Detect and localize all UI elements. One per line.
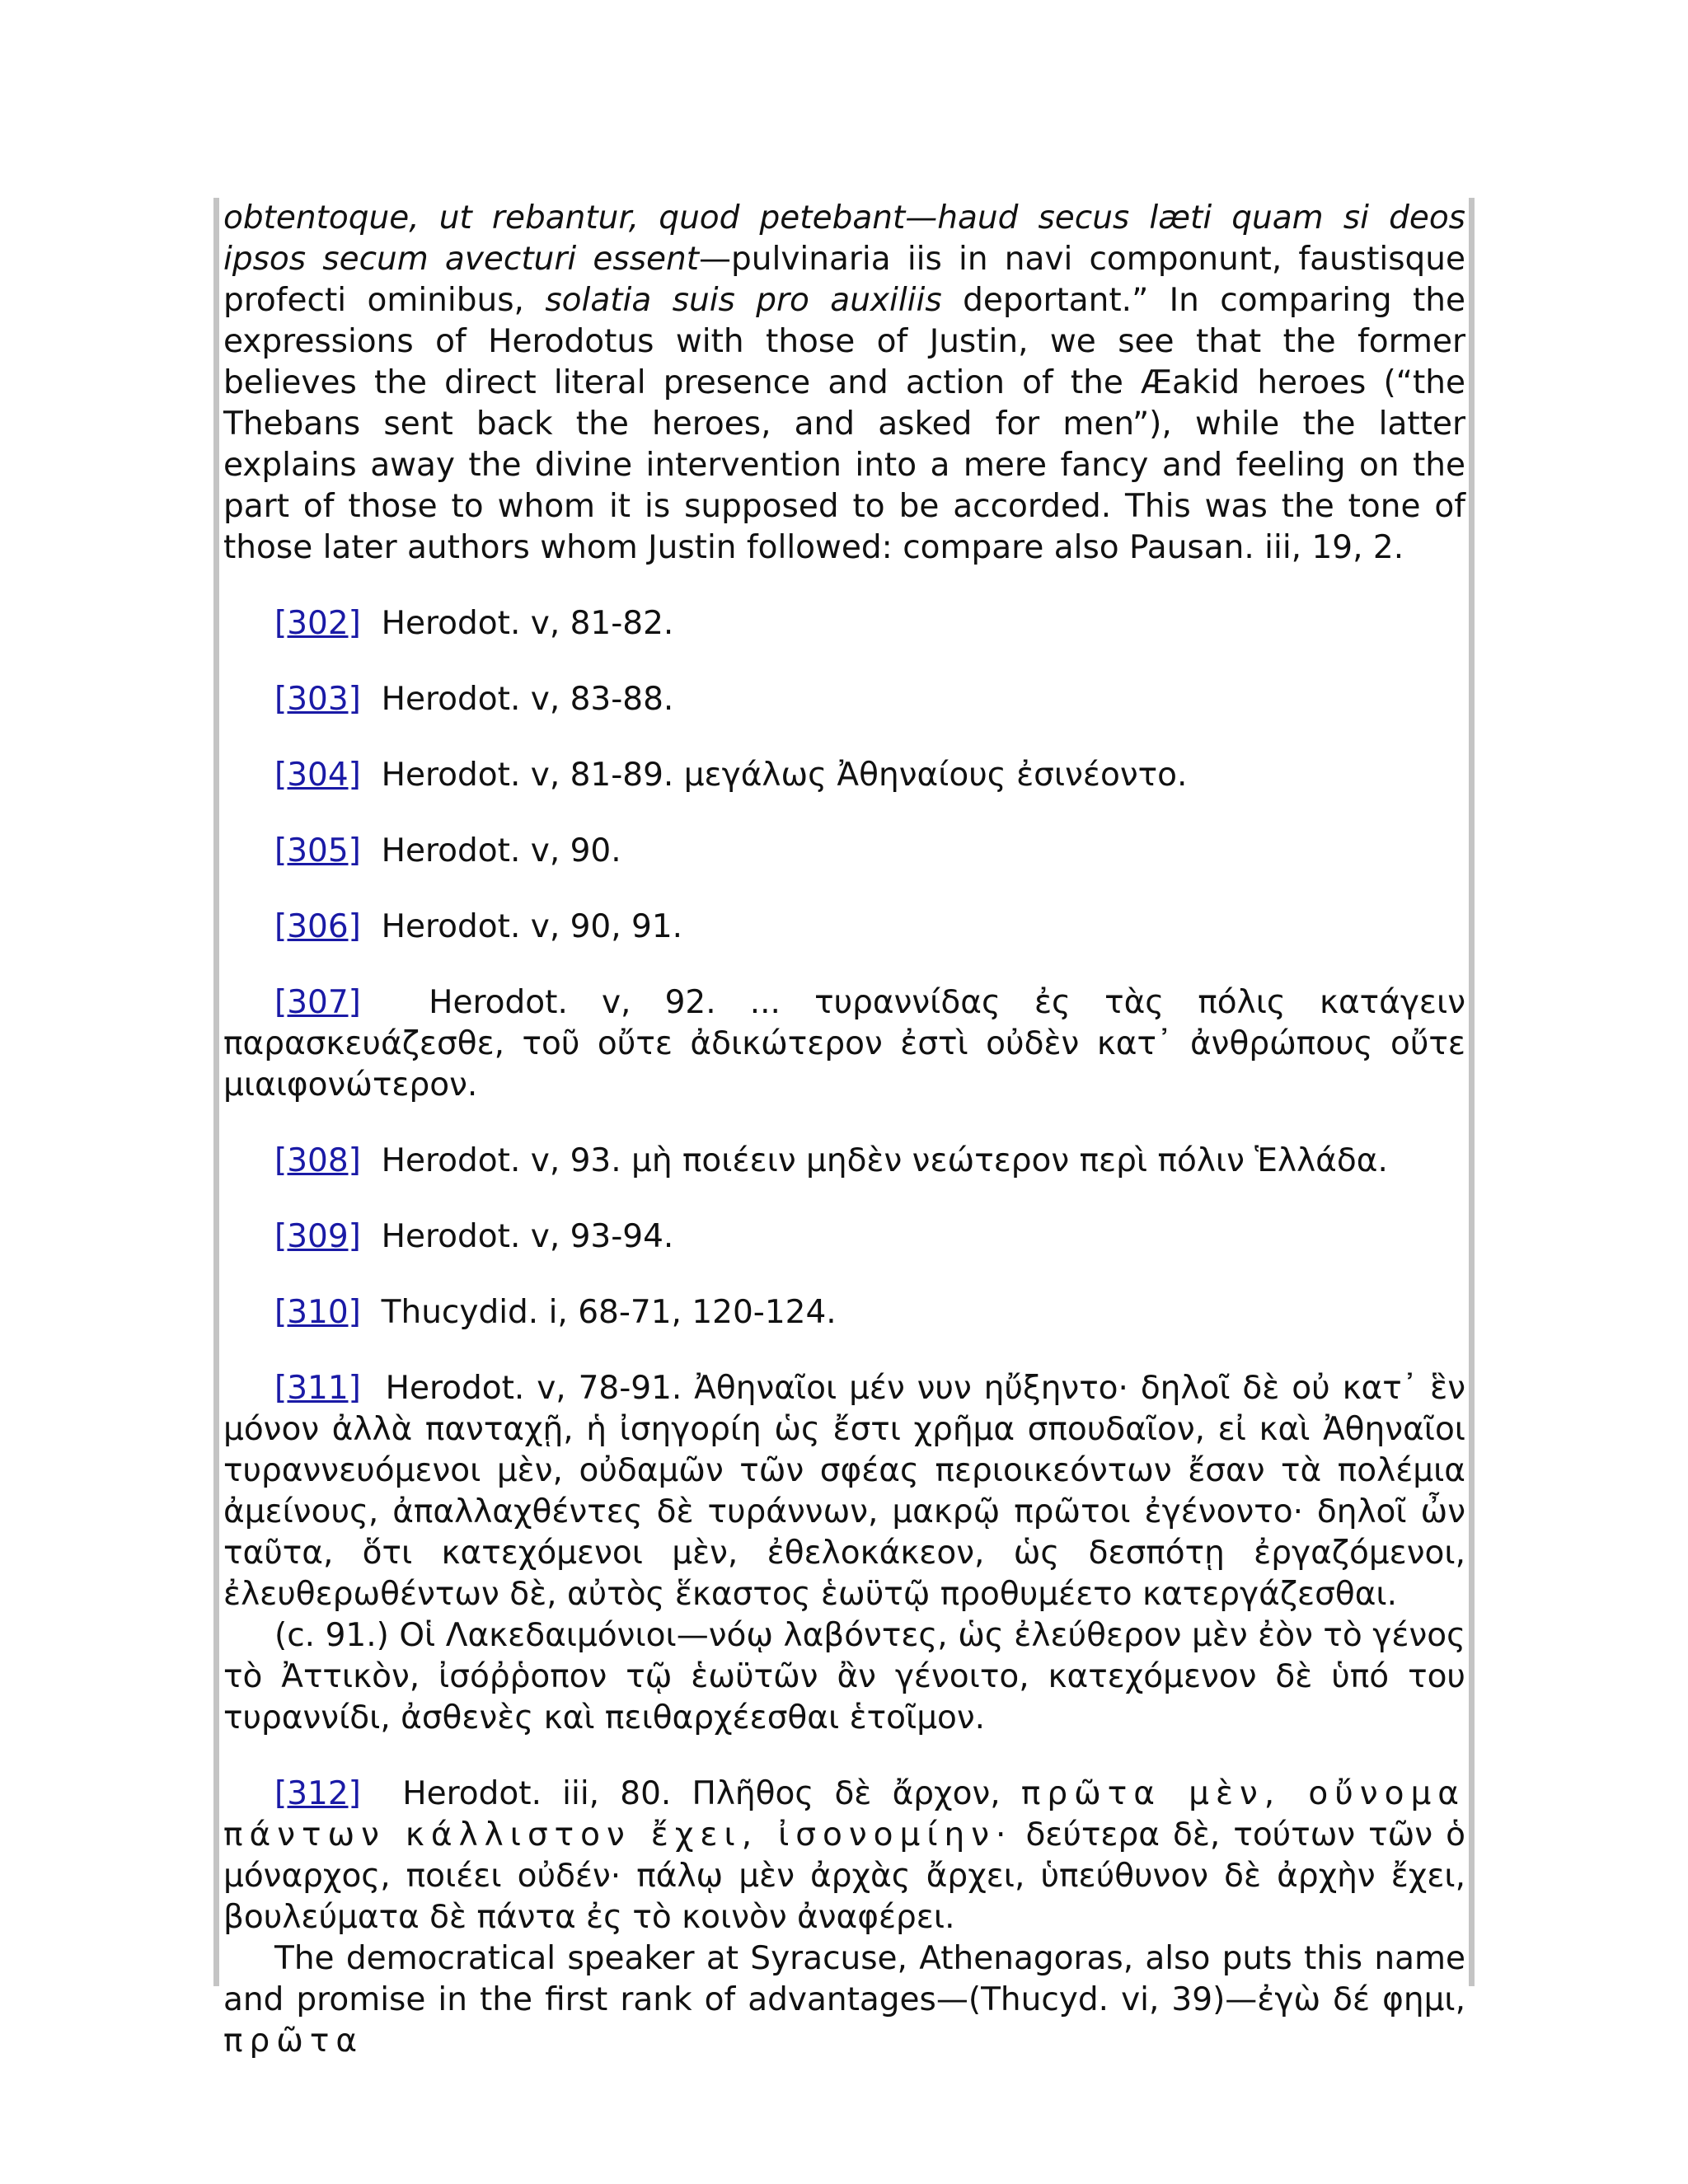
footnote-text: δεύτερα δὲ, τούτων τῶν ὁ μόναρχος, ποιέει οὐδέν· πάλῳ μὲν ἀρχὰς ἄρχει, ὑπεύθυνον δὲ ἀρχὴν ἔχει, βουλεύματα δὲ πάντα ἐς τὸ κοινὸν ἀναφέρει.	[223, 1816, 1465, 1936]
footnote-310	[223, 1292, 1465, 1333]
intro-paragraph	[223, 198, 1465, 569]
footnote-312-continuation	[223, 1938, 1465, 2062]
footnote-link-304[interactable]: [304]	[274, 757, 361, 794]
footnote-text: Herodot. v, 93-94.	[381, 1218, 674, 1255]
intro-italic-3: solatia suis pro auxiliis	[545, 282, 942, 319]
footnote-text: Herodot. v, 81-89. μεγάλως Ἀθηναίους ἐσινέοντο.	[381, 757, 1188, 794]
intro-text-4: deportant.” In comparing the expressions of Herodotus with those of Justin, we see that the former believes the direct literal presence and action of the Æakid heroes (“the Thebans sent back the heroes, and asked for men”), while the latter explains away the divine intervention into a mere fancy and feeling on the part of those to whom it is supposed to be accorded. This was the tone of those later authors whom Justin followed: compare also Pausan. iii, 19, 2.	[223, 282, 1465, 566]
footnote-302	[223, 603, 1465, 644]
footnote-link-312[interactable]: [312]	[274, 1775, 361, 1812]
footnote-309	[223, 1216, 1465, 1258]
footnote-304	[223, 755, 1465, 796]
intro-italic-1: obtentoque, ut rebantur, quod petebant—haud secus læti quam si deos ipsos secum avecturi essent	[223, 199, 1465, 278]
footnote-312	[223, 1774, 1465, 1938]
footnote-link-308[interactable]: [308]	[274, 1142, 361, 1179]
footnote-text: Herodot. v, 81-82.	[381, 605, 674, 642]
footnote-311-continuation: (c. 91.) Οἱ Λακεδαιμόνιοι—νόῳ λαβόντες, ὡς ἐλεύθερον μὲν ἐὸν τὸ γένος τὸ Ἀττικὸν, ἰσόῤῥοπον τῷ ἑωϋτῶν ἂν γένοιτο, κατεχόμενον δὲ ὑπό του τυραννίδι, ἀσθενὲς καὶ πειθαρχέεσθαι ἑτοῖμον.	[223, 1617, 1465, 1736]
footnote-link-303[interactable]: [303]	[274, 681, 361, 718]
footnote-link-306[interactable]: [306]	[274, 908, 361, 945]
footnote-link-309[interactable]: [309]	[274, 1218, 361, 1255]
intro-text-2: —pulvinaria iis in navi componunt, faustisque profecti ominibus,	[223, 241, 1465, 319]
footnote-text: Herodot. v, 78-91. Ἀθηναῖοι μέν νυν ηὔξηντο· δηλοῖ δὲ οὐ κατ᾽ ἓν μόνον ἀλλὰ πανταχῇ, ἡ ἰσηγορίη ὡς ἔστι χρῆμα σπουδαῖον, εἰ καὶ Ἀθηναῖοι τυραννευόμενοι μὲν, οὐδαμῶν τῶν σφέας περιοικεόντων ἔσαν τὰ πολέμια ἀμείνους, ἀπαλλαχθέντες δὲ τυράννων, μακρῷ πρῶτοι ἐγένοντο· δηλοῖ ὦν ταῦτα, ὅτι κατεχόμενοι μὲν, ἐθελοκάκεον, ὡς δεσπότῃ ἐργαζόμενοι, ἐλευθερωθέντων δὲ, αὐτὸς ἕκαστος ἑωϋτῷ προθυμέετο κατεργάζεσθαι.	[223, 1370, 1465, 1613]
footnote-311	[223, 1368, 1465, 1615]
footnote-link-307[interactable]: [307]	[274, 984, 361, 1021]
footnote-text: Herodot. v, 93. μὴ ποιέειν μηδὲν νεώτερον περὶ πόλιν Ἑλλάδα.	[381, 1142, 1388, 1179]
footnote-link-305[interactable]: [305]	[274, 832, 361, 869]
footnote-text: Thucydid. i, 68-71, 120-124.	[381, 1294, 837, 1331]
footnote-link-311[interactable]: [311]	[274, 1370, 361, 1407]
footnote-308	[223, 1141, 1465, 1182]
footnote-spaced-text: πρῶτα μὲν, οὔνομα πάντων κάλλιστον ἔχει, ἰσονομίην·	[223, 1775, 1466, 1854]
footnote-text: Herodot. v, 83-88.	[381, 681, 674, 718]
footnote-text: Herodot. v, 90, 91.	[381, 908, 683, 945]
footnote-306	[223, 907, 1465, 948]
footnote-text: Herodot. iii, 80. Πλῆθος δὲ ἄρχον,	[402, 1775, 1021, 1812]
continuation-spaced-text: πρῶτα	[223, 2022, 364, 2060]
footnote-307	[223, 982, 1465, 1106]
footnote-link-310[interactable]: [310]	[274, 1294, 361, 1331]
footnote-303	[223, 679, 1465, 720]
footnote-305	[223, 831, 1465, 872]
footnote-text: Herodot. v, 92. ... τυραννίδας ἐς τὰς πόλις κατάγειν παρασκευάζεσθε, τοῦ οὔτε ἀδικώτερον ἐστὶ οὐδὲν κατ᾽ ἀνθρώπους οὔτε μιαιφονώτερον.	[223, 984, 1465, 1104]
page-column	[213, 198, 1475, 2060]
continuation-text: The democratical speaker at Syracuse, Athenagoras, also puts this name and promise in the first rank of advantages—(Thucyd. vi, 39)—ἐγὼ δέ φημι,	[223, 1940, 1465, 2018]
footnote-text: Herodot. v, 90.	[381, 832, 621, 869]
footnote-link-302[interactable]: [302]	[274, 605, 361, 642]
